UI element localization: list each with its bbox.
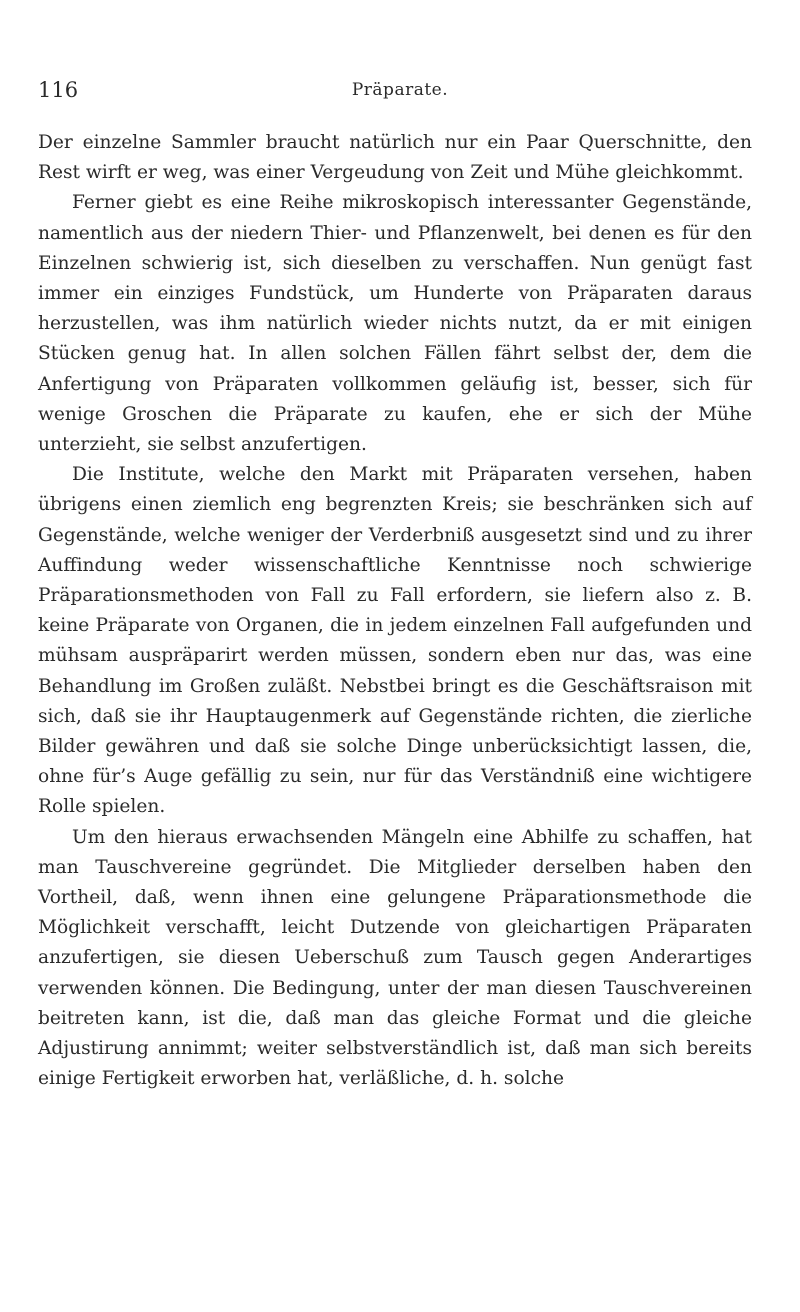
page-header [38,68,762,108]
body-text [38,128,752,1095]
page-number: 116 [38,78,79,102]
running-title: Präparate. [351,80,449,100]
paragraph-3: Die Institute, welche den Markt mit Präparaten versehen, haben übrigens einen ziemlich eng begrenzten Kreis; sie beschränken sich auf Gegenstände, welche weniger der Verderbniß ausgesetzt sind und zu ihrer Auffindung weder wissenschaftliche Kenntnisse noch schwierige Präparationsmethoden von Fall zu Fall erfordern, sie liefern also z. B. keine Präparate von Organen, die in jedem einzelnen Fall aufgefunden und mühsam auspräparirt werden müssen, sondern eben nur das, was eine Behandlung im Großen zuläßt. Nebstbei bringt es die Geschäftsraison mit sich, daß sie ihr Hauptaugenmerk auf Gegenstände richten, die zierliche Bilder gewähren und daß sie solche Dinge unberücksichtigt lassen, die, ohne für’s Auge gefällig zu sein, nur für das Verständniß eine wichtigere Rolle spielen. [38,464,752,818]
paragraph-4: Um den hieraus erwachsenden Mängeln eine Abhilfe zu schaffen, hat man Tauschvereine gegründet. Die Mitglieder derselben haben den Vortheil, daß, wenn ihnen eine gelungene Präparationsmethode die Möglichkeit verschafft, leicht Dutzende von gleichartigen Präparaten anzufertigen, sie diesen Ueberschuß zum Tausch gegen Anderartiges verwenden können. Die Bedingung, unter der man diesen Tauschvereinen beitreten kann, ist die, daß man das gleiche Format und die gleiche Adjustirung annimmt; weiter selbstverständlich ist, daß man sich bereits einige Fertigkeit erworben hat, verläßliche, d. h. solche [38,826,752,1090]
paragraph-1: Der einzelne Sammler braucht natürlich nur ein Paar Querschnitte, den Rest wirft er weg, was einer Vergeudung von Zeit und Mühe gleichkommt. [38,132,752,184]
paragraph-2: Ferner giebt es eine Reihe mikroskopisch interessanter Gegenstände, namentlich aus der niedern Thier- und Pflanzenwelt, bei denen es für den Einzelnen schwierig ist, sich dieselben zu verschaffen. Nun genügt fast immer ein einziges Fundstück, um Hunderte von Präparaten daraus herzustellen, was ihm natürlich wieder nichts nutzt, da er mit einigen Stücken genug hat. In allen solchen Fällen fährt selbst der, dem die Anfertigung von Präparaten vollkommen geläufig ist, besser, sich für wenige Groschen die Präparate zu kaufen, ehe er sich der Mühe unterzieht, sie selbst anzufertigen. [38,192,752,456]
